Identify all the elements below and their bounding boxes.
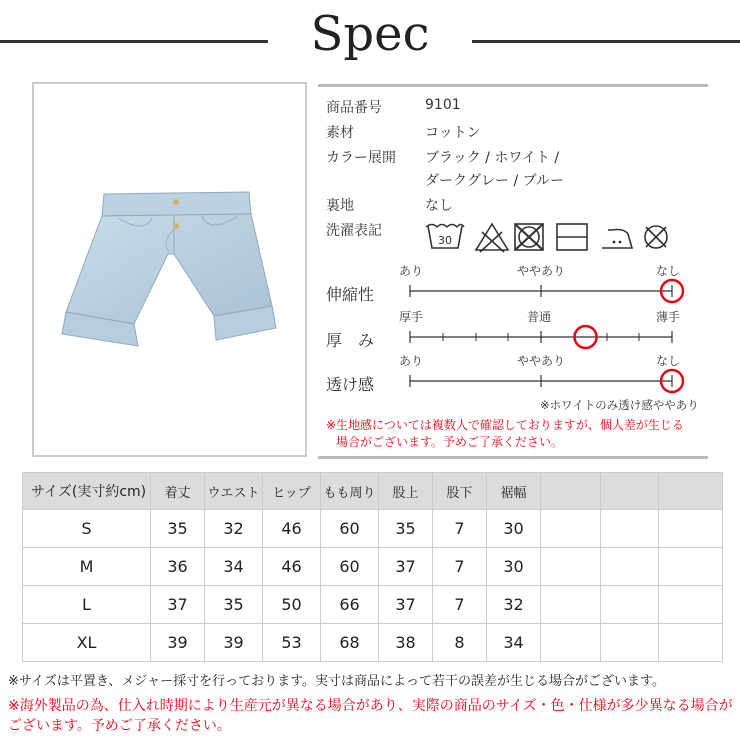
fabric-note-line2: 場合がございます。予めご了承ください。	[336, 435, 564, 449]
cell: 68	[321, 624, 379, 662]
table-row	[23, 548, 723, 586]
scale1-bar	[400, 276, 700, 306]
cell: 66	[321, 586, 379, 624]
header-inseam: 股下	[433, 473, 487, 510]
cell: 35	[151, 510, 205, 548]
header-empty	[601, 473, 659, 510]
cell-size: M	[23, 548, 151, 586]
cell: 8	[433, 624, 487, 662]
header-waist: ウエスト	[205, 473, 263, 510]
cell: 39	[151, 624, 205, 662]
header-empty	[659, 473, 723, 510]
footnote-overseas: ※海外製品の為、仕入れ時期により生産元が異なる場合があり、実際の商品のサイズ・色・仕様が多少異なる場合がございます。予めご了承ください。	[8, 698, 733, 734]
scale1-tick-left: あり	[399, 264, 424, 278]
cell-empty	[659, 510, 723, 548]
spec-label-lining: 裏地	[326, 198, 354, 214]
cell-size: S	[23, 510, 151, 548]
header-hem: 裾幅	[487, 473, 541, 510]
cell-empty	[659, 548, 723, 586]
title-rule-right	[472, 40, 740, 43]
cell: 35	[379, 510, 433, 548]
cell-empty	[601, 510, 659, 548]
spec-label-care: 洗濯表記	[326, 223, 382, 239]
denim-shorts-image	[34, 84, 305, 455]
header-thigh: もも周り	[321, 473, 379, 510]
spec-value-product-number: 9101	[425, 97, 461, 113]
no-dry-clean-icon	[645, 226, 667, 248]
header-hip: ヒップ	[263, 473, 321, 510]
scale1-tick-mid: ややあり	[517, 264, 566, 278]
scale1-label: 伸縮性	[326, 285, 375, 304]
size-table-header	[23, 473, 723, 510]
cell-size: L	[23, 586, 151, 624]
scale3-bar	[400, 366, 700, 396]
cell: 30	[487, 510, 541, 548]
header-size: サイズ(実寸約cm)	[23, 473, 151, 510]
title-rule-left	[0, 40, 268, 43]
scale3-label: 透け感	[326, 375, 375, 394]
cell: 37	[151, 586, 205, 624]
cell: 37	[379, 548, 433, 586]
cell: 30	[487, 548, 541, 586]
cell: 38	[379, 624, 433, 662]
cell: 37	[379, 586, 433, 624]
scale1-tick-right: なし	[656, 264, 681, 278]
spec-label-material: 素材	[326, 125, 354, 141]
scale2-label: 厚 み	[326, 331, 375, 350]
spec-label-colors: カラー展開	[326, 150, 396, 166]
header-rise: 股上	[379, 473, 433, 510]
scale3-tick-right: なし	[656, 354, 681, 368]
spec-value-colors-line2: ダークグレー / ブルー	[425, 173, 565, 189]
cell: 60	[321, 510, 379, 548]
table-row	[23, 586, 723, 624]
cell: 50	[263, 586, 321, 624]
spec-value-colors-line1: ブラック / ホワイト /	[425, 150, 560, 166]
line-dry-icon	[557, 224, 587, 250]
scale2-bar	[400, 322, 700, 352]
svg-text:30: 30	[438, 234, 452, 247]
cell-empty	[659, 586, 723, 624]
cell: 46	[263, 510, 321, 548]
cell: 34	[487, 624, 541, 662]
cell: 36	[151, 548, 205, 586]
scale-note: ※ホワイトのみ透け感ややあり	[540, 398, 699, 412]
header-length: 着丈	[151, 473, 205, 510]
table-row	[23, 624, 723, 662]
footnote-measurement: ※サイズは平置き、メジャー採寸を行っております。実寸は商品によって若干の誤差が生じる場合がございます。	[8, 674, 665, 689]
no-bleach-icon	[476, 224, 508, 252]
scale3-tick-left: あり	[399, 354, 424, 368]
cell-empty	[541, 586, 601, 624]
page-title: Spec	[310, 6, 430, 62]
cell-size: XL	[23, 624, 151, 662]
fabric-note-line1: ※生地感については複数人で確認しておりますが、個人差が生じる	[326, 418, 684, 432]
iron-icon	[602, 230, 632, 249]
size-table	[22, 472, 723, 662]
cell-empty	[601, 624, 659, 662]
scale2-tick-left: 厚手	[399, 310, 424, 324]
care-symbols	[424, 218, 674, 254]
spec-value-lining: なし	[425, 198, 453, 214]
table-row	[23, 510, 723, 548]
cell-empty	[541, 548, 601, 586]
scale2-tick-mid: 普通	[527, 310, 552, 324]
wash-30-icon	[426, 225, 464, 249]
spec-label-product-number: 商品番号	[326, 100, 382, 116]
cell: 32	[205, 510, 263, 548]
cell: 7	[433, 510, 487, 548]
cell-empty	[601, 548, 659, 586]
cell: 7	[433, 548, 487, 586]
cell: 53	[263, 624, 321, 662]
scale2-tick-right: 薄手	[656, 310, 681, 324]
cell-empty	[541, 624, 601, 662]
scale3-tick-mid: ややあり	[517, 354, 566, 368]
no-tumble-dry-icon	[515, 224, 543, 250]
spec-value-material: コットン	[425, 125, 481, 141]
product-photo-frame	[32, 82, 307, 457]
cell: 32	[487, 586, 541, 624]
cell: 7	[433, 586, 487, 624]
cell: 34	[205, 548, 263, 586]
spec-top-rule	[318, 84, 708, 87]
header-empty	[541, 473, 601, 510]
cell: 35	[205, 586, 263, 624]
spec-bottom-rule	[318, 456, 708, 459]
cell: 46	[263, 548, 321, 586]
cell-empty	[541, 510, 601, 548]
cell-empty	[601, 586, 659, 624]
cell: 39	[205, 624, 263, 662]
cell: 60	[321, 548, 379, 586]
cell-empty	[659, 624, 723, 662]
